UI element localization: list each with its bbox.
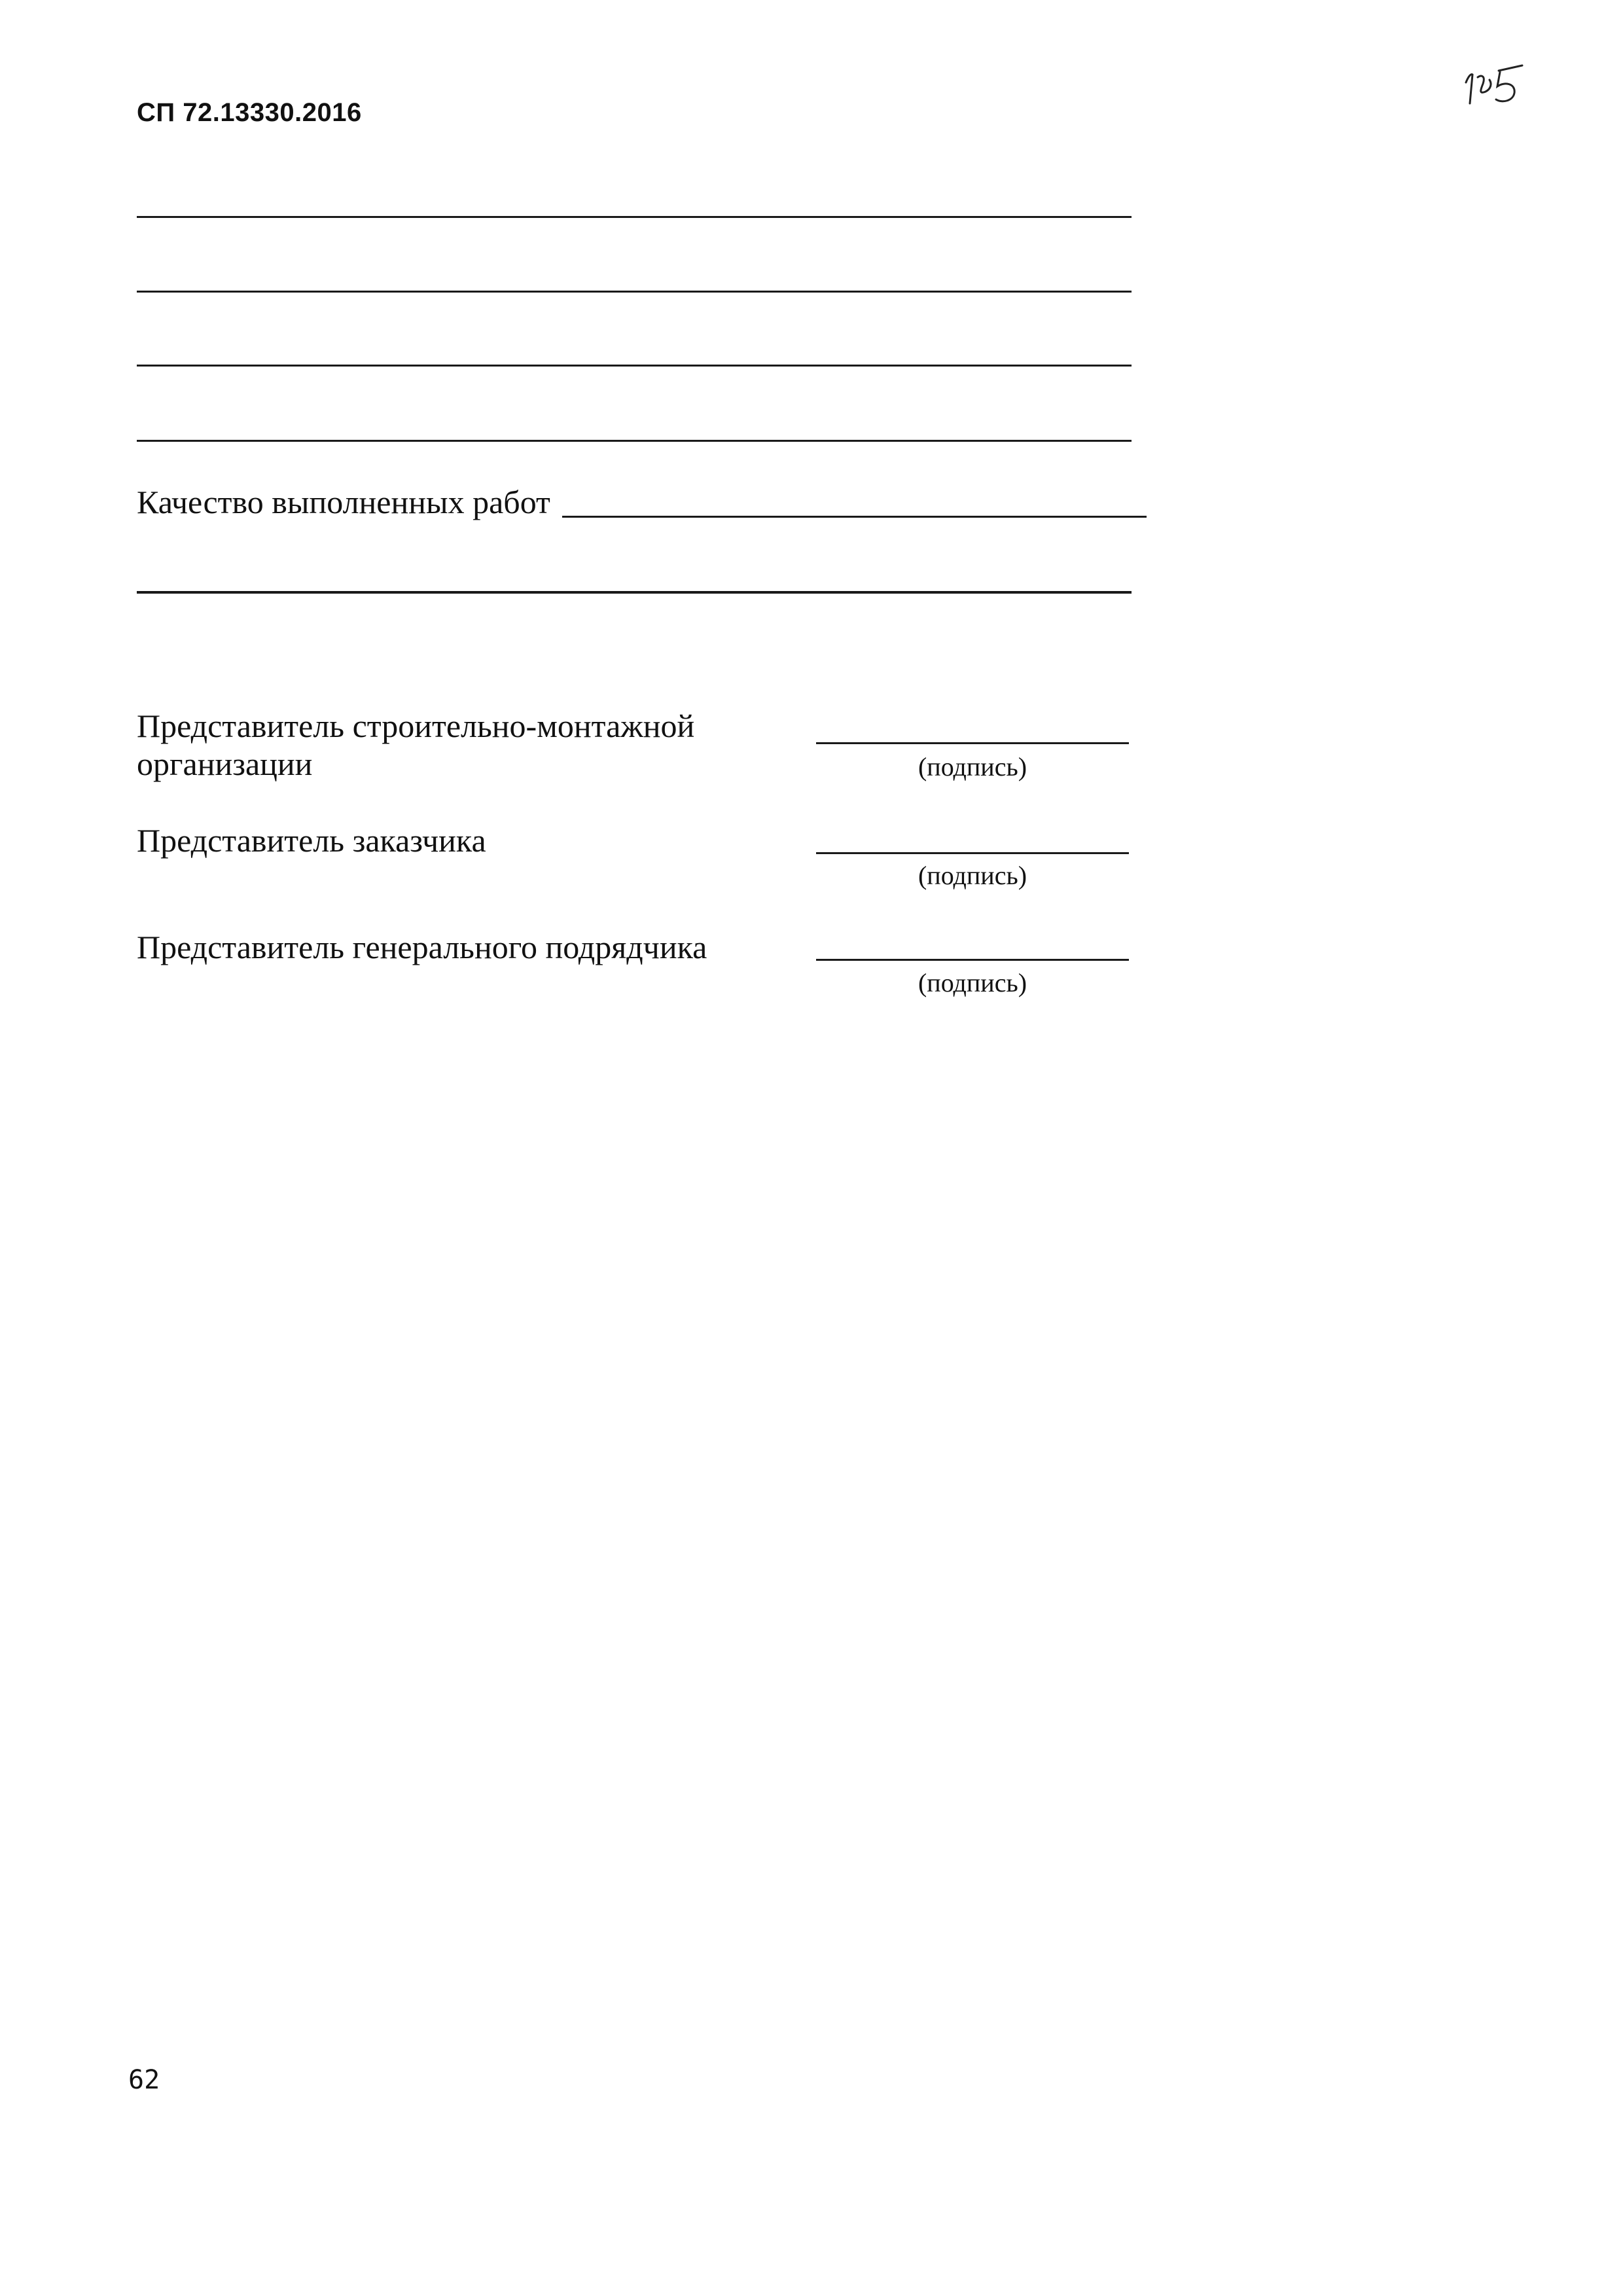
blank-line-4 xyxy=(137,440,1132,442)
signature-line-construction xyxy=(816,742,1129,744)
document-code: СП 72.13330.2016 xyxy=(137,98,362,127)
blank-line-2 xyxy=(137,291,1132,293)
quality-label: Качество выполненных работ xyxy=(137,484,550,520)
signature-caption-customer: (подпись) xyxy=(918,861,1027,890)
signature-role-customer: Представитель заказчика xyxy=(137,822,486,859)
signature-caption-construction: (подпись) xyxy=(918,752,1027,781)
signature-line-general-contractor xyxy=(816,959,1129,961)
blank-line-1 xyxy=(137,216,1132,218)
signature-role-general-contractor: Представитель генерального подрядчика xyxy=(137,929,707,965)
signature-caption-general-contractor: (подпись) xyxy=(918,968,1027,997)
quality-field-line-2 xyxy=(137,591,1132,594)
handwritten-page-mark xyxy=(1459,58,1538,110)
page-number: 62 xyxy=(128,2065,160,2095)
blank-line-3 xyxy=(137,365,1132,367)
quality-field-line xyxy=(562,516,1147,518)
signature-line-customer xyxy=(816,852,1129,854)
signature-role-construction: Представитель строительно-монтажной организации xyxy=(137,708,695,782)
